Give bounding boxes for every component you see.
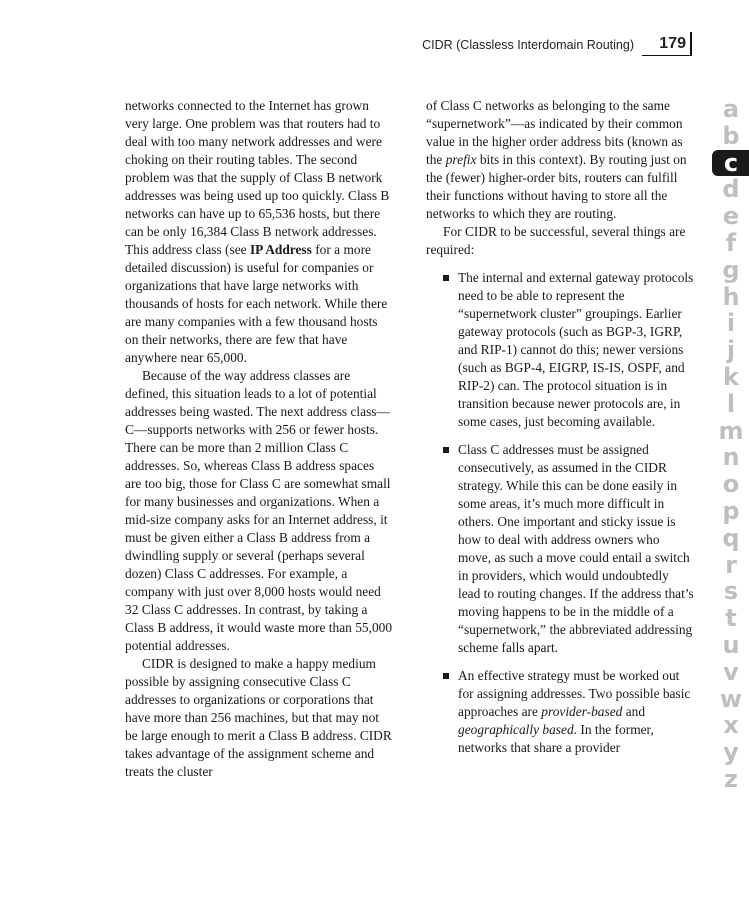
thumb-tab-a: a <box>722 95 740 123</box>
thumb-tab-h: h <box>722 282 740 311</box>
text-run: for a more detailed discussion) is useful for companies or organizations that have large networks with thousands of hosts for each network. While there are many companies with a few thousand hosts on their networks, there are few that have anywhere near 65,000. <box>125 242 388 365</box>
thumb-tab-c: c <box>712 150 749 177</box>
requirements-list <box>426 269 694 757</box>
thumb-tab-d: d <box>722 175 740 204</box>
thumb-tab-u: u <box>722 630 740 659</box>
thumb-tab-n: n <box>722 443 740 472</box>
list-item <box>426 269 694 431</box>
paragraph: CIDR is designed to make a happy medium possible by assigning consecutive Class C addresses to organizations or corporations that have more than 256 machines, but that may not be large enough to merit a Class B address. CIDR takes advantage of the assignment scheme and treats the cluster <box>125 656 392 779</box>
text-run: and <box>622 704 646 719</box>
list-item <box>426 667 694 757</box>
text-run: bits in this context). By routing just on the (fewer) higher-order bits, routers can fulfill their functions without having to store all the networks to which they are routing. <box>426 152 687 221</box>
header-rule <box>690 32 692 56</box>
list-item-text: The internal and external gateway protocols need to be able to represent the “supernetwork cluster” groupings. Earlier gateway protocols (such as BGP-3, IGRP, and RIP-1) cannot do this; newer versions (such as BGP-4, EIGRP, IS-IS, OSPF, and RIP-2) can. The protocol situation is in transition because newer protocols are, in some cases, just becoming available. <box>458 270 694 429</box>
thumb-tab-w: w <box>719 684 743 713</box>
text-run: networks connected to the Internet has grown very large. One problem was that routers had to deal with too many network addresses and were choking on their routing tables. The second problem was that the supply of Class B network addresses was being used up too quickly. Class B networks can have up to 65,536 hosts, but there can be only 16,384 Class B network addresses. This address class (see <box>125 98 390 257</box>
square-bullet-icon <box>443 447 449 453</box>
thumb-tab-y: y <box>723 738 739 767</box>
thumb-index <box>712 96 749 793</box>
thumb-tab-e: e <box>722 202 740 231</box>
header-title: CIDR (Classless Interdomain Routing) <box>422 38 634 52</box>
left-column <box>125 97 393 781</box>
thumb-tab-j: j <box>726 336 736 365</box>
thumb-tab-r: r <box>725 550 737 579</box>
thumb-tab-l: l <box>726 389 736 418</box>
thumb-tab-o: o <box>722 470 740 499</box>
paragraph: For CIDR to be successful, several things are required: <box>426 224 686 257</box>
header-underline <box>642 55 692 56</box>
thumb-tab-b: b <box>722 121 740 150</box>
square-bullet-icon <box>443 275 449 281</box>
emphasis: provider-based <box>541 704 623 719</box>
running-header <box>300 32 692 56</box>
thumb-tab-p: p <box>722 496 740 525</box>
thumb-tab-g: g <box>722 255 740 284</box>
emphasis: geographically based <box>458 722 574 737</box>
page-number: 179 <box>659 35 686 52</box>
thumb-tab-t: t <box>725 604 737 633</box>
thumb-tab-k: k <box>723 362 739 391</box>
text-run: An effective strategy must be worked out for assigning addresses. Two possible basic approaches are <box>458 668 691 719</box>
thumb-tab-i: i <box>726 309 736 338</box>
thumb-tab-x: x <box>723 711 739 740</box>
emphasis: prefix <box>445 152 477 167</box>
list-item <box>426 441 694 657</box>
text-run: . In the former, networks that share a provider <box>458 722 654 755</box>
thumb-tab-s: s <box>723 577 739 606</box>
square-bullet-icon <box>443 673 449 679</box>
cross-reference: IP Address <box>249 242 312 257</box>
paragraph: Because of the way address classes are defined, this situation leads to a lot of potential addresses being wasted. The next address class—C—supports networks with 256 or fewer hosts. There can be more than 2 million Class C addresses. So, whereas Class B address spaces are too big, those for Class C are somewhat small for many businesses and organizations. When a mid-size company asks for an Internet address, it must be given either a Class B address from a dwindling supply or several (perhaps several dozen) Class C addresses. For example, a company with just over 8,000 hosts would need 32 Class C addresses. In contrast, by taking a Class B address, it would waste more than 55,000 potential addresses. <box>125 368 393 653</box>
list-item-text: Class C addresses must be assigned consecutively, as assumed in the CIDR strategy. While this can be done easily in some areas, it’s much more difficult in others. One important and sticky issue is how to deal with address owners who move, as such a move could entail a switch in providers, which would undoubtedly lead to routing changes. If the address that’s moving happens to be in the middle of a “supernetwork,” the abbreviated addressing scheme falls apart. <box>458 442 694 655</box>
right-column <box>426 97 694 767</box>
text-run: of Class C networks as belonging to the same “supernetwork”—as indicated by their common value in the higher order address bits (known as the <box>426 98 683 167</box>
paragraph <box>426 97 694 223</box>
thumb-tab-m: m <box>718 416 744 445</box>
thumb-tab-v: v <box>723 657 739 686</box>
paragraph <box>125 97 393 367</box>
thumb-tab-f: f <box>725 228 737 257</box>
thumb-tab-z: z <box>724 764 738 793</box>
thumb-tab-q: q <box>722 523 740 552</box>
